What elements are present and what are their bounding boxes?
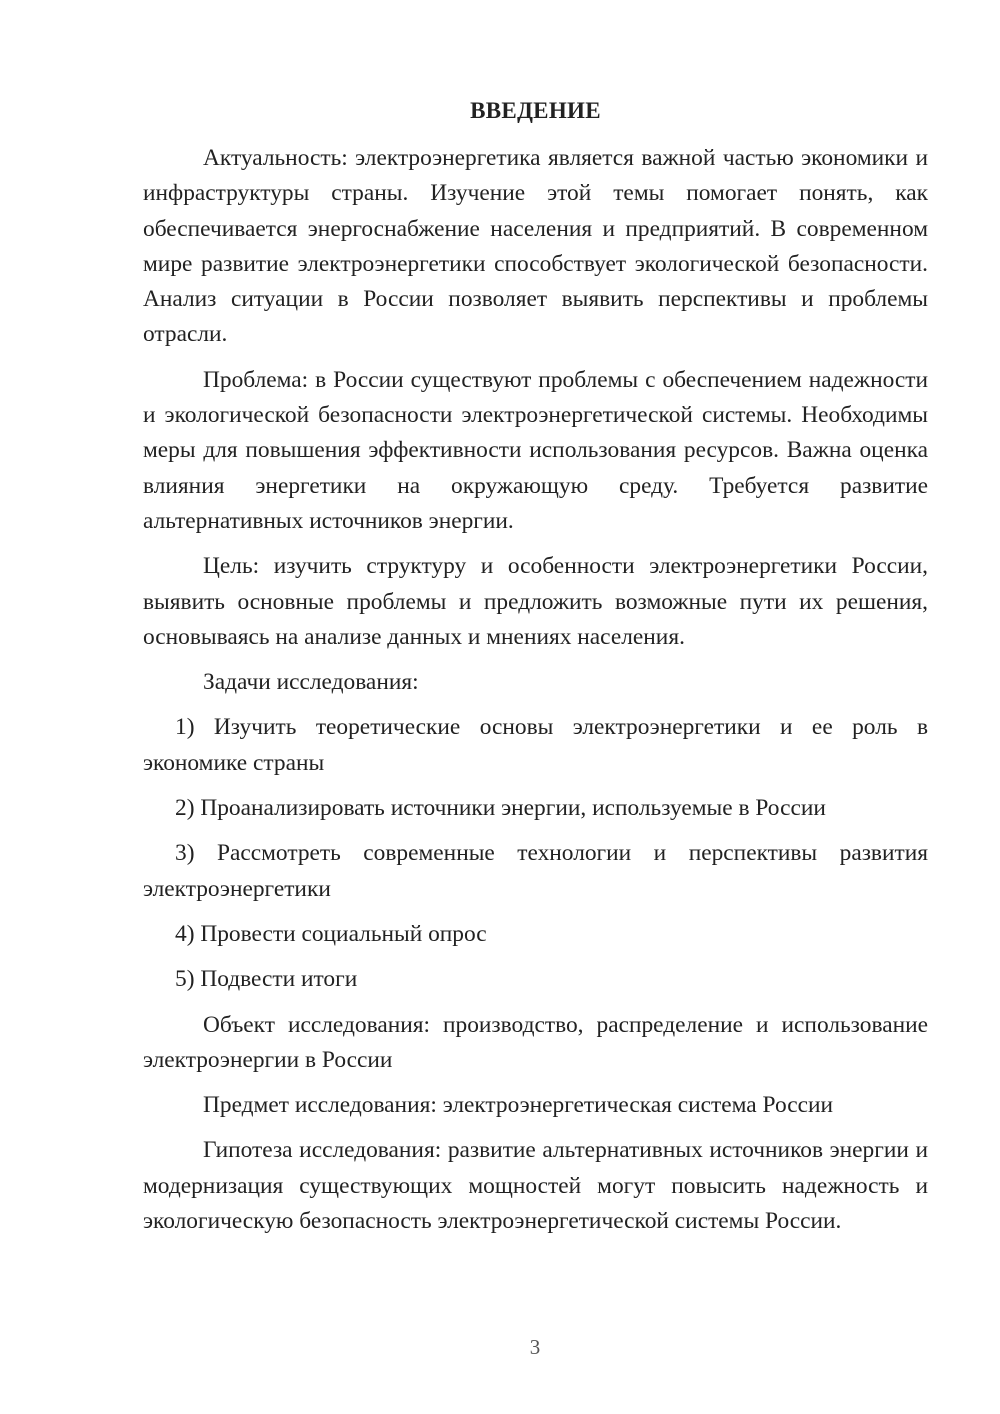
document-body [143, 141, 928, 1249]
task-item-1: 1) Изучить теоретические основы электроэнергетики и ее роль в экономике страны [143, 714, 928, 776]
page-title: ВВЕДЕНИЕ [470, 98, 601, 123]
paragraph-tasks-heading: Задачи исследования: [203, 669, 419, 696]
paragraph-goal: Цель: изучить структуру и особенности электроэнергетики России, выявить основные проблемы и предложить возможные пути их решения, основываясь на анализе данных и мнениях населения. [143, 553, 928, 650]
page-number: 3 [529, 1335, 541, 1359]
paragraph-object: Объект исследования: производство, распределение и использование электроэнергии в России [143, 1011, 928, 1073]
task-item-3: 3) Рассмотреть современные технологии и перспективы развития электроэнергетики [143, 840, 928, 902]
paragraph-hypothesis: Гипотеза исследования: развитие альтернативных источников энергии и модернизация существующих мощностей могут повысить надежность и экологическую безопасность электроэнергетической системы России. [143, 1137, 928, 1235]
paragraph-problem: Проблема: в России существуют проблемы с обеспечением надежности и экологической безопасности электроэнергетической системы. Необходимы меры для повышения эффективности использования ресурсов. Важна оценка влияния энергетики на окружающую среду. Требуется развитие альтернативных источников энергии. [143, 366, 928, 534]
paragraph-subject: Предмет исследования: электроэнергетическая система России [203, 1092, 834, 1119]
task-item-4: 4) Провести социальный опрос [175, 920, 487, 947]
task-item-5: 5) Подвести итоги [175, 966, 358, 993]
task-item-2: 2) Проанализировать источники энергии, используемые в России [175, 795, 826, 822]
paragraph-relevance: Актуальность: электроэнергетика является важной частью экономики и инфраструктуры страны. Изучение этой темы помогает понять, как обеспечивается энергоснабжение населения и предприятий. В современном мире развитие электроэнергетики способствует экологической безопасности. Анализ ситуации в России позволяет выявить перспективы и проблемы отрасли. [143, 145, 928, 348]
